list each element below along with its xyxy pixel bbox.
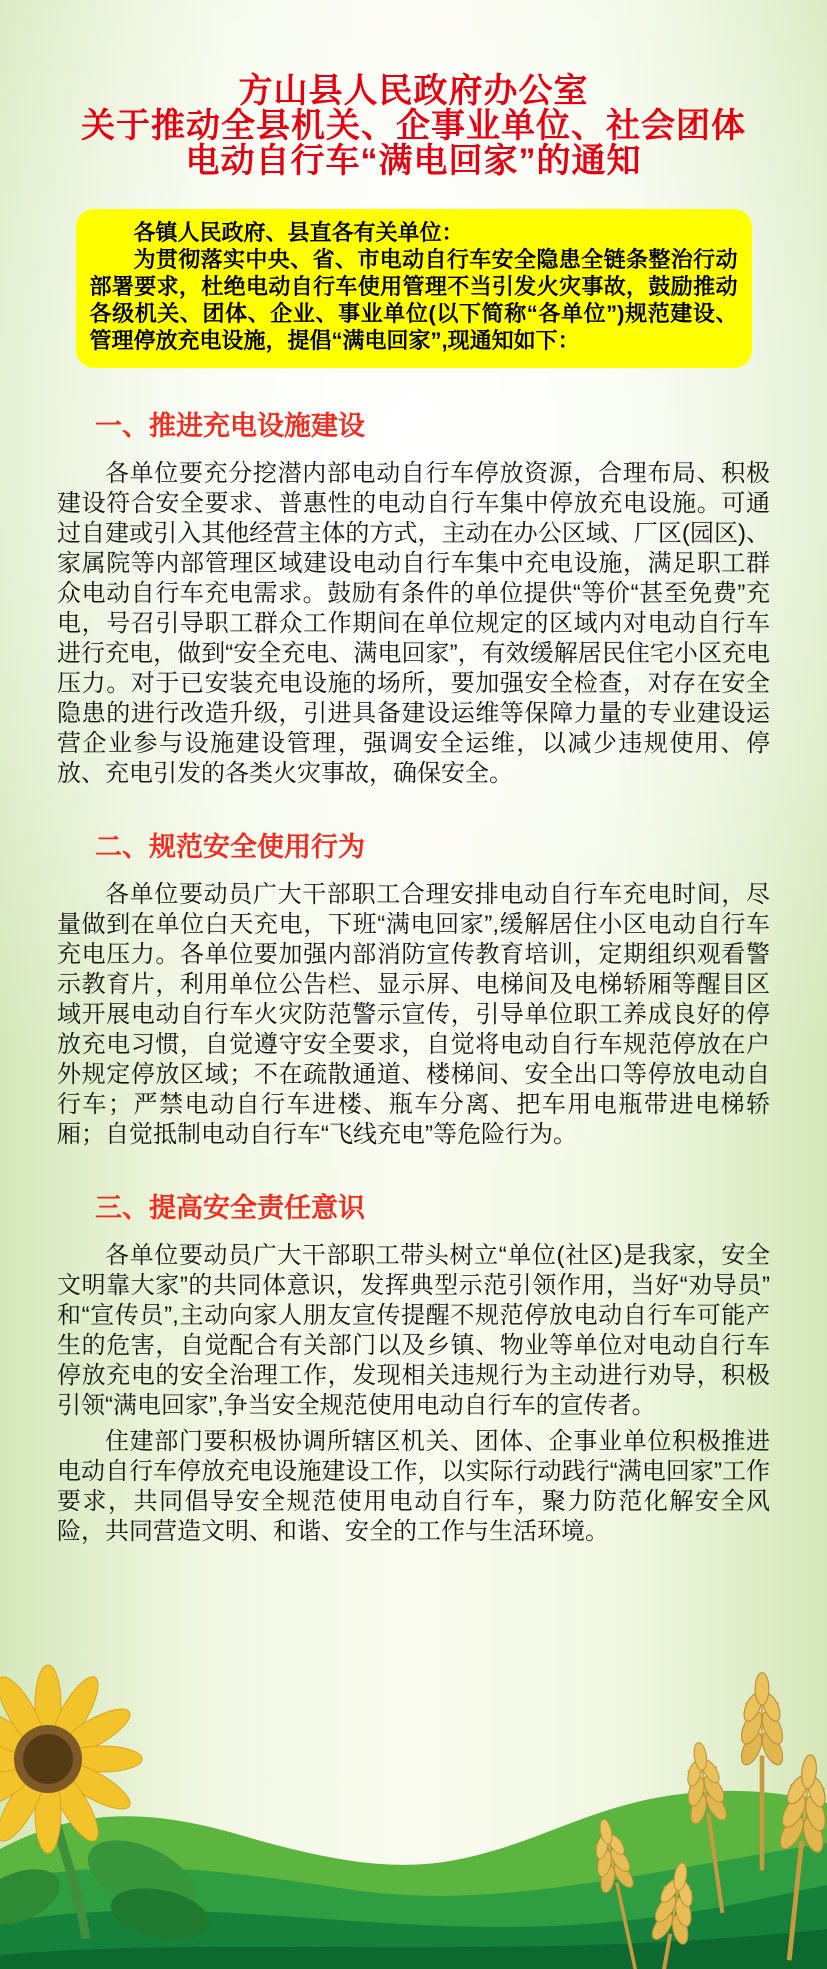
- section-3-heading: 三、提高安全责任意识: [95, 1193, 365, 1223]
- title-line-3: 电动自行车“满电回家”的通知: [185, 142, 642, 180]
- section-1-heading: 一、推进充电设施建设: [95, 411, 365, 441]
- section-3-paragraph-2: 住建部门要积极协调所辖区机关、团体、企事业单位积极推进电动自行车停放充电设施建设工作，以实际行动践行“满电回家”工作要求，共同倡导安全规范使用电动自行车，聚力防范化解安全风险，共同营造文明、和谐、安全的工作与生活环境。: [57, 1428, 770, 1545]
- section-3-paragraph-1: 各单位要动员广大干部职工带头树立“单位(社区)是我家，安全文明靠大家”的共同体意识，发挥典型示范引领作用，当好“劝导员”和“宣传员”,主动向家人朋友宣传提醒不规范停放电动自行车可能产生的危害，自觉配合有关部门以及乡镇、物业等单位对电动自行车停放充电的安全治理工作，发现相关违规行为主动进行劝导，积极引领“满电回家”,争当安全规范使用电动自行车的宣传者。: [57, 1242, 770, 1419]
- intro-paragraph: 为贯彻落实中央、省、市电动自行车安全隐患全链条整治行动部署要求，杜绝电动自行车使用管理不当引发火灾事故，鼓励推动各级机关、团体、企业、事业单位(以下简称“各单位”)规范建设、管理停放充电设施，提倡“满电回家”,现通知如下：: [89, 247, 738, 353]
- section-1-paragraph: 各单位要充分挖潜内部电动自行车停放资源，合理布局、积极建设符合安全要求、普惠性的电动自行车集中停放充电设施。可通过自建或引入其他经营主体的方式，主动在办公区域、厂区(园区)、家属院等内部管理区域建设电动自行车集中充电设施，满足职工群众电动自行车充电需求。鼓励有条件的单位提供“等价“甚至免费”充电，号召引导职工群众工作期间在单位规定的区域内对电动自行车进行充电，做到“安全充电、满电回家”，有效缓解居民住宅小区充电压力。对于已安装充电设施的场所，要加强安全检查，对存在安全隐患的进行改造升级，引进具备建设运维等保障力量的专业建设运营企业参与设施建设管理，强调安全运维，以减少违规使用、停放、充电引发的各类火灾事故，确保安全。: [57, 460, 770, 787]
- salutation-line: 各镇人民政府、县直各有关单位：: [133, 220, 464, 245]
- section-2-paragraph: 各单位要动员广大干部职工合理安排电动自行车充电时间，尽量做到在单位白天充电，下班“满电回家”,缓解居住小区电动自行车充电压力。各单位要加强内部消防宣传教育培训，定期组织观看警示教育片，利用单位公告栏、显示屏、电梯间及电梯轿厢等醒目区域开展电动自行车火灾防范警示宣传，引导单位职工养成良好的停放充电习惯，自觉遵守安全要求，自觉将电动自行车规范停放在户外规定停放区域；不在疏散通道、楼梯间、安全出口等停放电动自行车；严禁电动自行车进楼、瓶车分离、把车用电瓶带进电梯轿厢；自觉抵制电动自行车“飞线充电”等危险行为。: [57, 881, 770, 1148]
- section-2-heading: 二、规范安全使用行为: [95, 832, 365, 862]
- notice-title: [0, 74, 827, 179]
- title-line-1: 方山县人民政府办公室: [238, 72, 589, 110]
- title-line-2: 关于推动全县机关、企事业单位、社会团体: [81, 107, 746, 145]
- notice-body: [57, 404, 770, 1547]
- notice-intro-box: [76, 209, 752, 368]
